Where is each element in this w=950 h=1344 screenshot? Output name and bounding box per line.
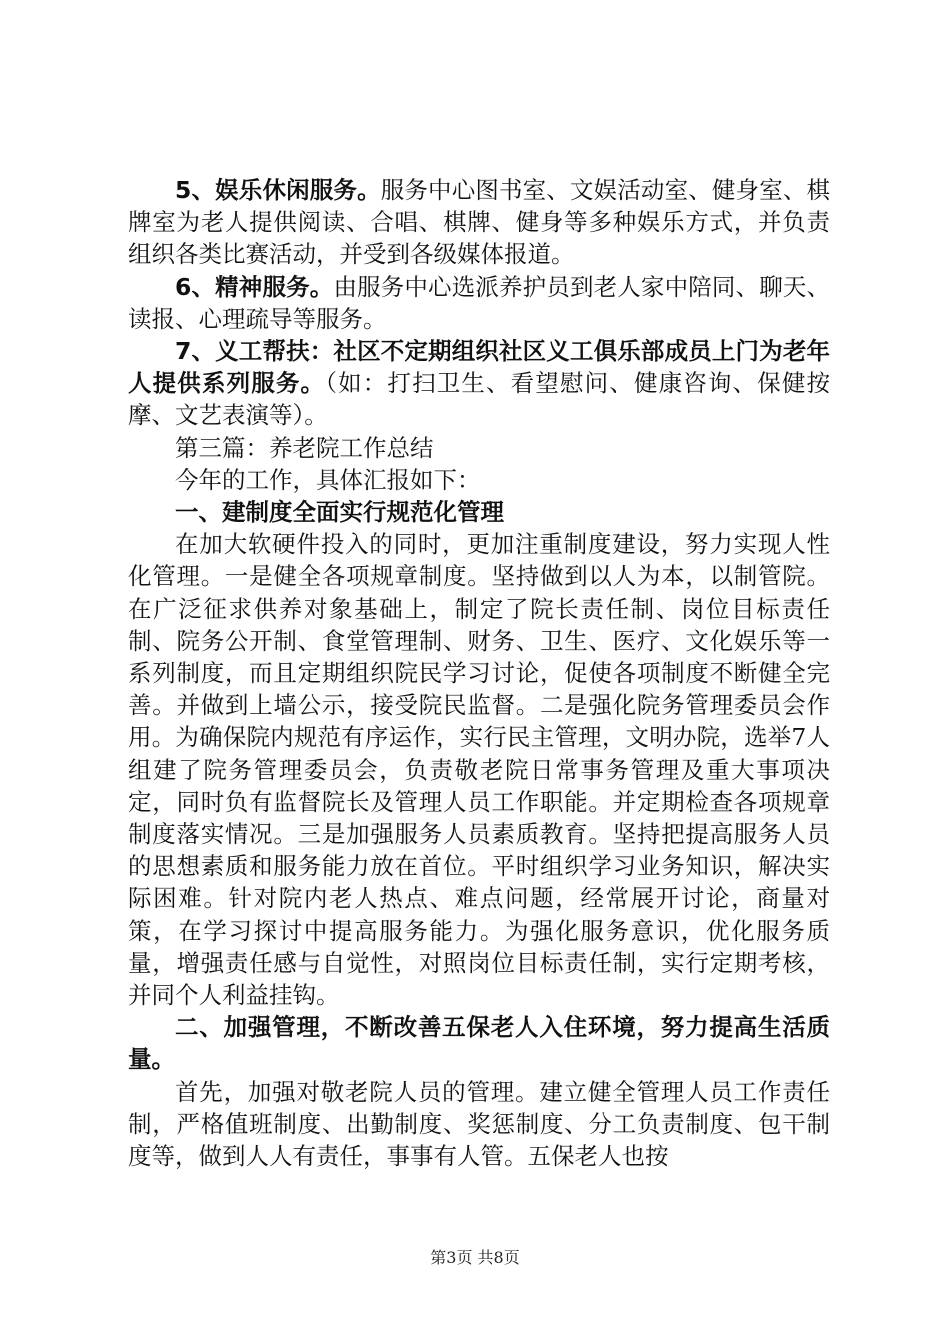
section-heading-2: 二、加强管理，不断改善五保老人入住环境，努力提高生活质量。 xyxy=(128,1013,830,1074)
paragraph-title: 7、义工帮扶：社区不定期组织社区义工俱乐部成员上门为老年人提供系列服务。 xyxy=(128,337,830,398)
intro-text: 今年的工作，具体汇报如下： xyxy=(175,465,481,494)
document-body xyxy=(128,174,830,1172)
paragraph-text: （如：打扫卫生、看望慰问、健康咨询、保健按摩、文艺表演等）。 xyxy=(128,369,831,430)
chapter-title: 第三篇：养老院工作总结 xyxy=(175,433,434,462)
paragraph-title: 6、精神服务。 xyxy=(175,272,334,301)
paragraph-volunteer-support xyxy=(128,335,830,432)
paragraph-text: 由服务中心选派养护员到老人家中陪同、聊天、读报、心理疏导等服务。 xyxy=(128,272,831,333)
paragraph-title: 5、娱乐休闲服务。 xyxy=(175,176,381,204)
paragraph-spiritual-service xyxy=(128,271,830,335)
section-body-2: 首先，加强对敬老院人员的管理。建立健全管理人员工作责任制，严格值班制度、出勤制度、奖惩制度、分工负责制度、包干制度等，做到人人有责任，事事有人管。五保老人也按 xyxy=(128,1077,830,1171)
section-heading-1: 一、建制度全面实行规范化管理 xyxy=(175,498,504,527)
paragraph-text: 服务中心图书室、文娱活动室、健身室、棋牌室为老人提供阅读、合唱、棋牌、健身等多种娱乐方式，并负责组织各类比赛活动，并受到各级媒体报道。 xyxy=(128,176,830,269)
paragraph-entertainment-service xyxy=(128,174,830,271)
page-number-footer: 第3页 共8页 xyxy=(430,1248,520,1267)
section-body-1: 在加大软硬件投入的同时，更加注重制度建设，努力实现人性化管理。一是健全各项规章制度。坚持做到以人为本，以制管院。在广泛征求供养对象基础上，制定了院长责任制、岗位目标责任制、院务公开制、食堂管理制、财务、卫生、医疗、文化娱乐等一系列制度，而且定期组织院民学习讨论，促使各项制度不断健全完善。并做到上墙公示，接受院民监督。二是强化院务管理委员会作用。为确保院内规范有序运作，实行民主管理，文明办院，选举7人组建了院务管理委员会，负责敬老院日常事务管理及重大事项决定，同时负有监督院长及管理人员工作职能。并定期检查各项规章制度落实情况。三是加强服务人员素质教育。坚持把提高服务人员的思想素质和服务能力放在首位。平时组织学习业务知识，解决实际困难。针对院内老人热点、难点问题，经常展开讨论，商量对策，在学习探讨中提高服务能力。为强化服务意识，优化服务质量，增强责任感与自觉性，对照岗位目标责任制，实行定期考核，并同个人利益挂钩。 xyxy=(128,530,830,1010)
